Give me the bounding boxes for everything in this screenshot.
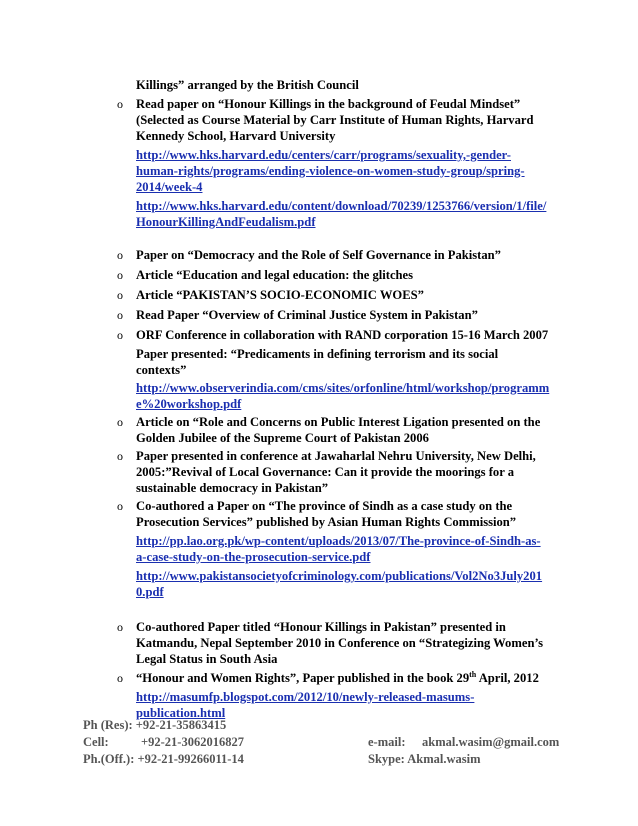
item-text: (Selected as Course Material by Carr Institute of Human Rights, Harvard [136,113,534,127]
hyperlink[interactable]: publication.html [136,706,226,720]
hyperlink[interactable]: human-rights/programs/ending-violence-on-women-study-group/spring- [136,164,525,178]
hyperlink[interactable]: http://www.hks.harvard.edu/content/download/70239/1253766/version/1/file/ [136,199,547,213]
item-text: Legal Status in South Asia [136,652,278,666]
bullet-marker: o [117,97,123,111]
bullet-marker: o [117,288,123,302]
item-text: Paper presented in conference at Jawaharlal Nehru University, New Delhi, [136,449,536,463]
footer-skype: Skype: Akmal.wasim [368,752,481,766]
footer-email[interactable]: akmal.wasim@gmail.com [422,735,560,749]
hyperlink[interactable]: http://masumfp.blogspot.com/2012/10/newly-released-masums- [136,690,475,704]
text-line: Killings” arranged by the British Council [136,78,359,92]
item-text: Kennedy School, Harvard University [136,129,336,143]
hyperlink[interactable]: a-case-study-on-the-prosecution-service.pdf [136,550,371,564]
item-text: Article “Education and legal education: the glitches [136,268,414,282]
footer-phone-office: Ph.(Off.): +92-21-99266011-14 [83,752,244,766]
item-text: Article “PAKISTAN’S SOCIO-ECONOMIC WOES” [136,288,424,302]
bullet-marker: o [117,671,123,685]
item-text [136,670,539,686]
hyperlink[interactable]: HonourKillingAndFeudalism.pdf [136,215,316,229]
item-text: Paper presented: “Predicaments in defining terrorism and its social [136,347,499,361]
superscript: th [469,669,477,679]
footer-cell-label: Cell: [83,735,109,749]
bullet-marker: o [117,620,123,634]
bullet-marker: o [117,415,123,429]
item-text: Prosecution Services” published by Asian Human Rights Commission” [136,515,517,529]
item-text: Read Paper “Overview of Criminal Justice System in Pakistan” [136,308,478,322]
bullet-marker: o [117,499,123,513]
item-text: Article on “Role and Concerns on Public Interest Ligation presented on the [136,415,541,429]
hyperlink[interactable]: http://www.pakistansocietyofcriminology.com/publications/Vol2No3July201 [136,569,543,583]
item-text-part: April, 2012 [476,671,539,685]
hyperlink[interactable]: http://www.hks.harvard.edu/centers/carr/programs/sexuality,-gender- [136,148,511,162]
item-text: sustainable democracy in Pakistan” [136,481,329,495]
item-text: ORF Conference in collaboration with RAND corporation 15-16 March 2007 [136,328,549,342]
footer-cell: +92-21-3062016827 [141,735,244,749]
item-text: 2005:”Revival of Local Governance: Can it provide the moorings for a [136,465,515,479]
hyperlink[interactable]: 2014/week-4 [136,180,203,194]
item-text: Golden Jubilee of the Supreme Court of Pakistan 2006 [136,431,429,445]
bullet-marker: o [117,328,123,342]
item-text: Read paper on “Honour Killings in the background of Feudal Mindset” [136,97,521,111]
footer-email-label: e-mail: [368,735,406,749]
item-text: Co-authored a Paper on “The province of Sindh as a case study on the [136,499,513,513]
bullet-marker: o [117,268,123,282]
hyperlink[interactable]: 0.pdf [136,585,164,599]
bullet-marker: o [117,449,123,463]
item-text: contexts” [136,363,187,377]
item-text-part: “Honour and Women Rights”, Paper published in the book 29 [136,671,470,685]
bullet-marker: o [117,248,123,262]
hyperlink[interactable]: http://www.observerindia.com/cms/sites/orfonline/html/workshop/programm [136,381,550,395]
item-text: Paper on “Democracy and the Role of Self Governance in Pakistan” [136,248,501,262]
hyperlink[interactable]: e%20workshop.pdf [136,397,242,411]
hyperlink[interactable]: http://pp.lao.org.pk/wp-content/uploads/2013/07/The-province-of-Sindh-as- [136,534,541,548]
item-text: Co-authored Paper titled “Honour Killings in Pakistan” presented in [136,620,506,634]
footer-phone-res: Ph (Res): +92-21-35863415 [83,718,227,732]
item-text: Katmandu, Nepal September 2010 in Conference on “Strategizing Women’s [136,636,544,650]
bullet-marker: o [117,308,123,322]
